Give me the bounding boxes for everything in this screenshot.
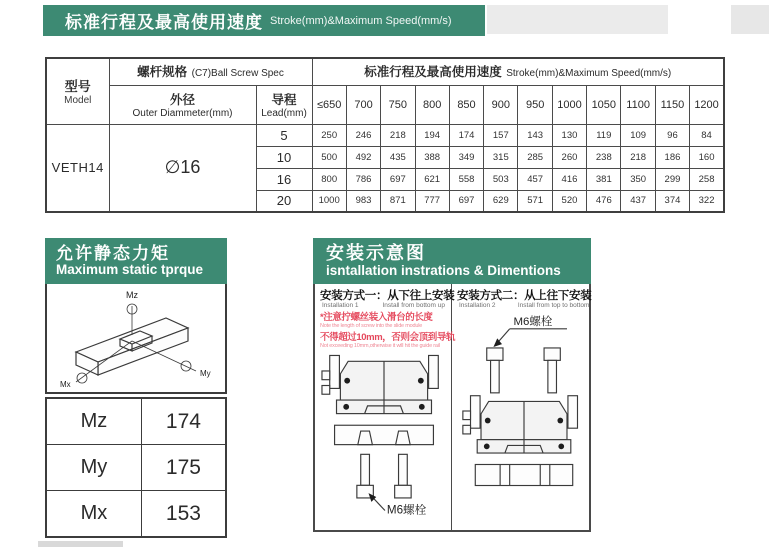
speed-value: 174 — [449, 124, 483, 146]
method2-sub-left: Installation 2 — [459, 302, 496, 309]
installation-method-1 — [315, 284, 456, 530]
axis-label-mz: Mz — [126, 290, 138, 300]
speed-value: 629 — [484, 190, 518, 212]
outer-diameter-header — [109, 85, 256, 124]
speed-value: 777 — [415, 190, 449, 212]
stroke-column-header: 750 — [381, 85, 415, 124]
torque-row-mz — [46, 398, 226, 445]
stroke-header-en: Stroke(mm)&Maximum Speed(mm/s) — [506, 68, 672, 80]
speed-value: 218 — [381, 124, 415, 146]
speed-value: 84 — [690, 124, 724, 146]
speed-value: 800 — [312, 168, 346, 190]
speed-value: 238 — [587, 146, 621, 168]
speed-value: 500 — [312, 146, 346, 168]
torque-title-en: Maximum static tprque — [56, 262, 204, 278]
speed-value: 374 — [655, 190, 689, 212]
speed-value: 160 — [690, 146, 724, 168]
method2-diagram — [460, 309, 588, 513]
speed-value: 416 — [552, 168, 586, 190]
speed-value: 520 — [552, 190, 586, 212]
stroke-column-header: 950 — [518, 85, 552, 124]
speed-value: 435 — [381, 146, 415, 168]
stroke-column-header: 700 — [346, 85, 380, 124]
speed-value: 285 — [518, 146, 552, 168]
speed-value: 871 — [381, 190, 415, 212]
torque-value-mx: 153 — [141, 491, 226, 538]
max-static-torque-section — [45, 238, 227, 538]
speed-value: 476 — [587, 190, 621, 212]
installation-body — [313, 284, 591, 532]
method1-warning-line1: *注意拧螺丝装入滑台的长度 — [320, 312, 433, 323]
speed-value: 350 — [621, 168, 655, 190]
stroke-column-header: 800 — [415, 85, 449, 124]
speed-value: 349 — [449, 146, 483, 168]
speed-value: 786 — [346, 168, 380, 190]
lead-value: 20 — [256, 190, 312, 212]
speed-value: 143 — [518, 124, 552, 146]
speed-value: 571 — [518, 190, 552, 212]
torque-label-mz: Mz — [46, 398, 141, 445]
method2-bolt-label: M6螺栓 — [513, 316, 553, 329]
torque-row-mx — [46, 491, 226, 538]
torque-row-my — [46, 445, 226, 491]
banner-title-en: Stroke(mm)&Maximum Speed(mm/s) — [270, 14, 452, 27]
stroke-column-header: 900 — [484, 85, 518, 124]
torque-value-my: 175 — [141, 445, 226, 491]
speed-value: 186 — [655, 146, 689, 168]
screw-spec-header — [109, 58, 312, 85]
method1-warning-line1-en: Note the length of screw into the slide module — [320, 323, 423, 329]
screw-spec-zh: 螺杆规格 — [137, 65, 188, 80]
method1-diagram — [321, 349, 447, 517]
stroke-column-header: ≤650 — [312, 85, 346, 124]
speed-value: 109 — [621, 124, 655, 146]
method1-warning-line2-en: Not exceeding 10mm,otherwise it will hit the guide rail — [320, 343, 440, 349]
speed-value: 558 — [449, 168, 483, 190]
method1-sub-right: Install from bottom up — [382, 302, 445, 309]
lead-value: 16 — [256, 168, 312, 190]
speed-value: 621 — [415, 168, 449, 190]
stroke-speed-header — [312, 58, 724, 85]
stroke-column-header: 1200 — [690, 85, 724, 124]
stroke-column-header: 1150 — [655, 85, 689, 124]
lead-header-en: Lead(mm) — [261, 108, 307, 119]
speed-value: 381 — [587, 168, 621, 190]
stroke-column-header: 850 — [449, 85, 483, 124]
torque-axes-diagram — [45, 284, 227, 394]
speed-value: 437 — [621, 190, 655, 212]
installation-title-en: isntallation instrations & Dimentions — [326, 262, 561, 278]
model-header-zh: 型号 — [64, 79, 91, 95]
lead-header-zh: 导程 — [271, 93, 297, 107]
installation-title-zh: 安装示意图 — [326, 243, 426, 264]
speed-value: 218 — [621, 146, 655, 168]
lead-value: 10 — [256, 146, 312, 168]
speed-value: 503 — [484, 168, 518, 190]
axis-label-mx: Mx — [60, 380, 71, 389]
torque-values-table — [45, 397, 227, 538]
speed-value: 299 — [655, 168, 689, 190]
outer-diameter-value: ∅16 — [109, 124, 256, 212]
speed-value: 119 — [587, 124, 621, 146]
speed-value: 315 — [484, 146, 518, 168]
stroke-column-header: 1050 — [587, 85, 621, 124]
torque-isometric-drawing — [48, 286, 224, 390]
lead-value: 5 — [256, 124, 312, 146]
method1-sub-left: Installation 1 — [322, 302, 359, 309]
model-value: VETH14 — [46, 124, 109, 212]
torque-section-header — [45, 238, 227, 284]
speed-value: 157 — [484, 124, 518, 146]
speed-value: 130 — [552, 124, 586, 146]
method2-title: 安装方式二：从上往下安装 — [457, 290, 592, 302]
speed-value: 246 — [346, 124, 380, 146]
stroke-column-header: 1100 — [621, 85, 655, 124]
top-right-gray-strip — [731, 5, 769, 34]
speed-value: 194 — [415, 124, 449, 146]
axis-label-my: My — [200, 369, 211, 378]
outer-diameter-zh: 外径 — [169, 93, 195, 107]
lead-header — [256, 85, 312, 124]
method1-title: 安装方式一：从下往上安装 — [320, 290, 455, 302]
model-header-en: Model — [64, 95, 92, 107]
outer-diameter-en: Outer Diammeter(mm) — [132, 108, 233, 119]
bottom-scan-edge — [38, 541, 123, 547]
speed-value: 258 — [690, 168, 724, 190]
speed-value: 260 — [552, 146, 586, 168]
speed-value: 250 — [312, 124, 346, 146]
stroke-speed-table — [45, 57, 725, 213]
speed-value: 697 — [381, 168, 415, 190]
installation-section — [313, 238, 591, 532]
banner-title-zh: 标准行程及最高使用速度 — [65, 13, 263, 32]
installation-section-header — [313, 238, 591, 284]
page-title-banner — [43, 5, 485, 36]
method2-sub-right: Install from top to bottom — [517, 302, 590, 309]
screw-spec-en: (C7)Ball Screw Spec — [191, 68, 284, 80]
speed-row-lead-5 — [46, 124, 724, 146]
speed-value: 96 — [655, 124, 689, 146]
stroke-header-zh: 标准行程及最高使用速度 — [364, 65, 502, 80]
speed-value: 983 — [346, 190, 380, 212]
stroke-column-header: 1000 — [552, 85, 586, 124]
installation-method-2 — [452, 284, 595, 530]
speed-value: 322 — [690, 190, 724, 212]
banner-gray-strip — [487, 5, 668, 34]
torque-value-mz: 174 — [141, 398, 226, 445]
speed-value: 697 — [449, 190, 483, 212]
torque-label-my: My — [46, 445, 141, 491]
speed-value: 492 — [346, 146, 380, 168]
model-column-header — [46, 58, 109, 124]
method1-warning-line2: 不得超过10mm，否则会顶到导轨 — [320, 332, 456, 343]
method1-bolt-label: M6螺栓 — [386, 503, 426, 517]
torque-title-zh: 允许静态力矩 — [56, 243, 170, 263]
speed-value: 388 — [415, 146, 449, 168]
speed-value: 1000 — [312, 190, 346, 212]
speed-value: 457 — [518, 168, 552, 190]
torque-label-mx: Mx — [46, 491, 141, 538]
